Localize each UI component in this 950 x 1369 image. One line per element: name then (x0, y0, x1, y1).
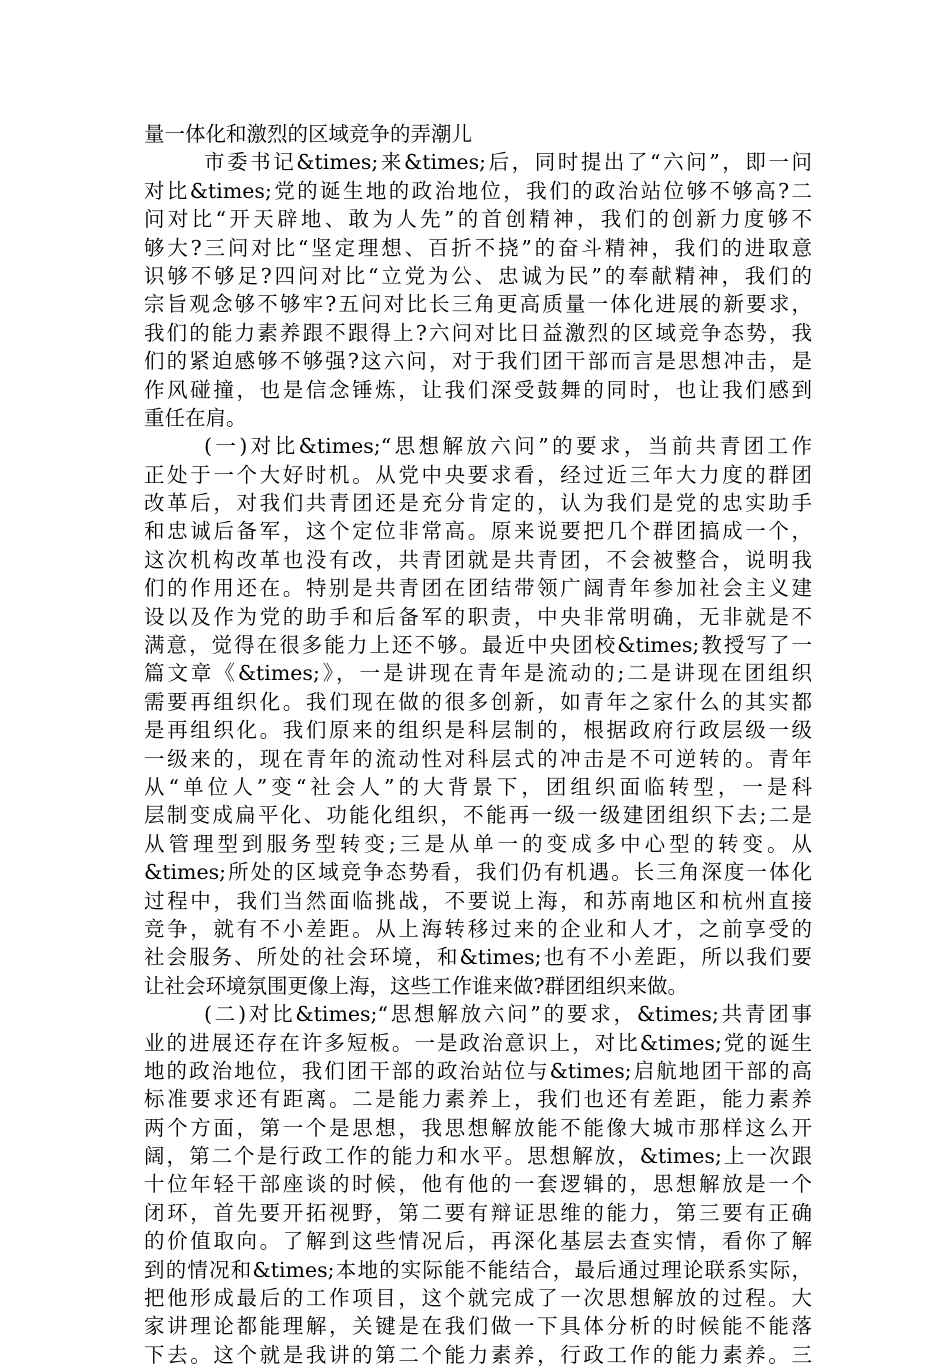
text-line: 这次机构改革也没有改，共青团就是共青团，不会被整合，说明我 (144, 547, 812, 572)
text-line: 正处于一个大好时机。从党中央要求看，经过近三年大力度的群团 (144, 462, 812, 487)
text-line: 家讲理论都能理解，关键是在我们做一下具体分析的时候能不能落 (144, 1314, 812, 1339)
text-line: 竞争，就有不小差距。从上海转移过来的企业和人才，之前享受的 (144, 916, 812, 941)
text-line: 阔，第二个是行政工作的能力和水平。思想解放，&times;上一次跟 (144, 1144, 812, 1169)
text-line: 重任在肩。 (144, 405, 247, 430)
text-line: 和忠诚后备军，这个定位非常高。原来说要把几个群团搞成一个， (144, 519, 812, 544)
text-line: &times;所处的区域竞争态势看，我们仍有机遇。长三角深度一体化 (144, 860, 812, 885)
text-line: 对比&times;党的诞生地的政治地位，我们的政治站位够不够高?二 (144, 178, 812, 203)
text-line: (二)对比&times;“思想解放六问”的要求，&times;共青团事 (204, 1002, 812, 1027)
text-line: 到的情况和&times;本地的实际能不能结合，最后通过理论联系实际， (144, 1257, 812, 1282)
text-line: 过程中，我们当然面临挑战，不要说上海，和苏南地区和杭州直接 (144, 888, 812, 913)
text-line: 地的政治地位，我们团干部的政治站位与&times;启航地团干部的高 (144, 1058, 812, 1083)
text-line: 问对比“开天辟地、敢为人先”的首创精神，我们的创新力度够不 (144, 207, 812, 232)
text-line: 从“单位人”变“社会人”的大背景下，团组织面临转型，一是科 (144, 774, 812, 799)
text-line: 业的进展还存在许多短板。一是政治意识上，对比&times;党的诞生 (144, 1030, 812, 1055)
text-line: 一级来的，现在青年的流动性对科层式的冲击是不可逆转的。青年 (144, 746, 812, 771)
text-line: 满意，觉得在很多能力上还不够。最近中央团校&times;教授写了一 (144, 633, 812, 658)
text-line: 需要再组织化。我们现在做的很多创新，如青年之家什么的其实都 (144, 689, 812, 714)
document-body (144, 120, 812, 1369)
text-line: 是再组织化。我们原来的组织是科层制的，根据政府行政层级一级 (144, 718, 812, 743)
text-line: 篇文章《&times;》，一是讲现在青年是流动的;二是讲现在团组织 (144, 661, 812, 686)
text-line: 把他形成最后的工作项目，这个就完成了一次思想解放的过程。大 (144, 1286, 812, 1311)
text-line: 量一体化和激烈的区域竞争的弄潮儿 (144, 122, 472, 146)
text-line: 层制变成扁平化、功能化组织，不能再一级一级建团组织下去;二是 (144, 803, 812, 828)
text-line: 十位年轻干部座谈的时候，他有他的一套逻辑的，思想解放是一个 (144, 1172, 812, 1197)
text-line: 们的紧迫感够不够强?这六问，对于我们团干部而言是思想冲击，是 (144, 349, 812, 374)
text-line: 够大?三问对比“坚定理想、百折不挠”的奋斗精神，我们的进取意 (144, 235, 812, 260)
text-line: (一)对比&times;“思想解放六问”的要求，当前共青团工作 (204, 434, 812, 459)
text-line: 的价值取向。了解到这些情况后，再深化基层去查实情，看你了解 (144, 1229, 812, 1254)
text-line: 们的作用还在。特别是共青团在团结带领广阔青年参加社会主义建 (144, 576, 812, 601)
text-line: 作风碰撞，也是信念锤炼，让我们深受鼓舞的同时，也让我们感到 (144, 377, 812, 402)
text-line: 设以及作为党的助手和后备军的职责，中央非常明确，无非就是不 (144, 604, 812, 629)
text-line: 改革后，对我们共青团还是充分肯定的，认为我们是党的忠实助手 (144, 491, 812, 516)
text-line: 识够不够足?四问对比“立党为公、忠诚为民”的奉献精神，我们的 (144, 263, 812, 288)
text-line: 我们的能力素养跟不跟得上?六问对比日益激烈的区域竞争态势，我 (144, 320, 812, 345)
text-line: 标准要求还有距离。二是能力素养上，我们也还有差距，能力素养 (144, 1087, 812, 1112)
text-line: 社会服务、所处的社会环境，和&times;也有不小差距，所以我们要 (144, 945, 812, 970)
text-line: 让社会环境氛围更像上海，这些工作谁来做?群团组织来做。 (144, 973, 688, 998)
text-line: 从管理型到服务型转变;三是从单一的变成多中心型的转变。从 (144, 831, 812, 856)
text-line: 闭环，首先要开拓视野，第二要有辩证思维的能力，第三要有正确 (144, 1200, 812, 1225)
text-line: 两个方面，第一个是思想，我思想解放能不能像大城市那样这么开 (144, 1115, 812, 1140)
text-line: 市委书记&times;来&times;后，同时提出了“六问”，即一问 (204, 150, 812, 175)
text-line: 下去。这个就是我讲的第二个能力素养，行政工作的能力素养。三 (144, 1342, 812, 1367)
text-line: 宗旨观念够不够牢?五问对比长三角更高质量一体化进展的新要求， (144, 292, 812, 317)
